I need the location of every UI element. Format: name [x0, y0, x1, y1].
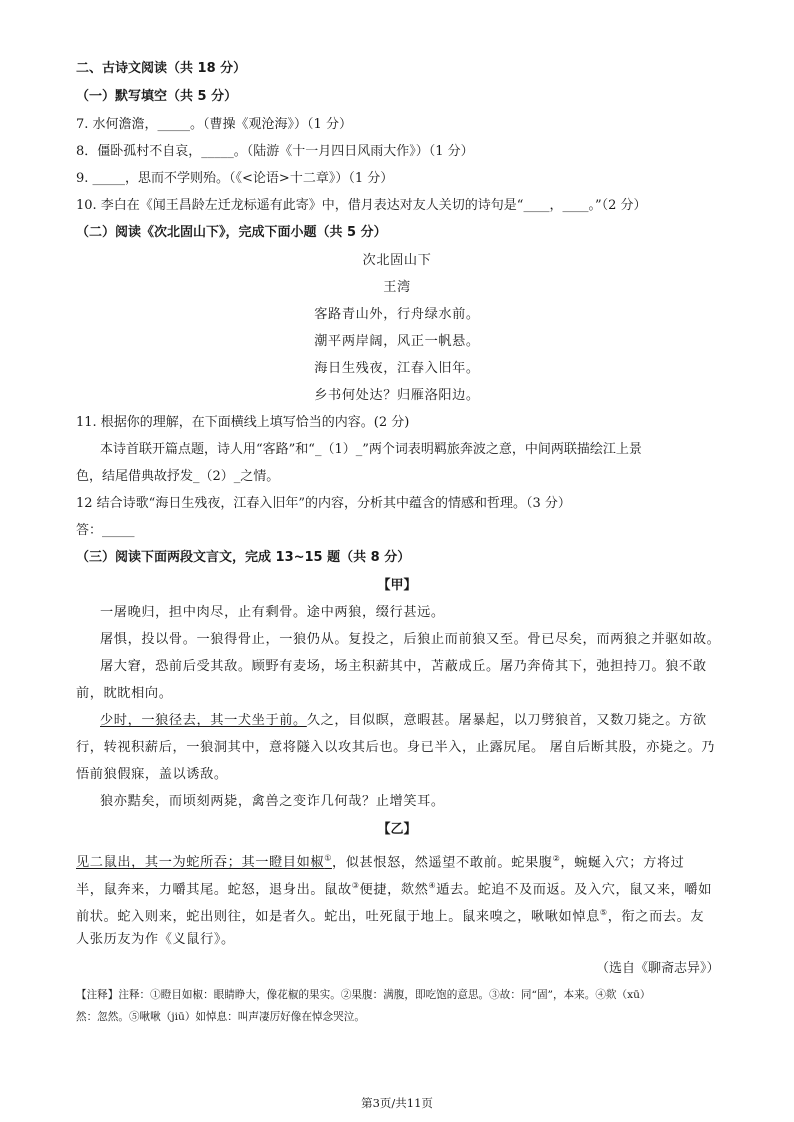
part1-title: （一）默写填空（共 5 分） — [76, 89, 238, 104]
question-7: 7. 水何澹澹，_____。（曹操《观沧海》）（1 分） — [76, 117, 352, 132]
passage-jia-text: 前，眈眈相向。 — [76, 686, 173, 701]
poem-line: 海日生残夜，江春入旧年。 — [314, 361, 480, 376]
passage-jia-text: 屠大窘，恐前后受其敌。顾野有麦场，场主积薪其中，苫蔽成丘。屠乃奔倚其下，弛担持刀。狼不敢 — [100, 659, 707, 674]
question-11-text: 色，结尾借典故抒发_（2）_之情。 — [76, 469, 280, 484]
passage-yi-text: 见二鼠出，其一为蛇所吞；其一瞪目如椒①，似甚恨怒，然遥望不敢前。蛇果腹②，蜿蜒入穴；方将过 — [76, 854, 685, 871]
question-8: 8．僵卧孤村不自哀，_____。（陆游《十一月四日风雨大作》）（1 分） — [76, 144, 474, 159]
annotation-note: 【注释】注释：①瞪目如椒：眼睛睁大，像花椒的果实。②果腹：满腹，即吃饱的意思。③故：同“固”，本来。④欻（xū） — [76, 989, 651, 1001]
part3-title: （三）阅读下面两段文言文，完成 13~15 题（共 8 分） — [76, 550, 411, 565]
question-9: 9. _____，思而不学则殆。（《<论语>十二章》）（1 分） — [76, 171, 394, 186]
passage-yi-text: 人张历友为作《义鼠行》。 — [76, 932, 235, 947]
poem-line: 乡书何处达？归雁洛阳边。 — [314, 388, 480, 403]
poem-line: 客路青山外，行舟绿水前。 — [314, 307, 480, 322]
passage-jia-text: 行，转视积薪后，一狼洞其中，意将隧入以攻其后也。身已半入，止露尻尾。 屠自后断其股，亦毙之。乃 — [76, 740, 716, 755]
question-10: 10. 李白在《闻王昌龄左迁龙标遥有此寄》中，借月表达对友人关切的诗句是“____，____。”（2 分） — [76, 198, 647, 213]
passage-jia-text: 狼亦黠矣，而顷刻两毙，禽兽之变诈几何哉？止增笑耳。 — [100, 794, 445, 809]
page-number: 第3页/共11页 — [361, 1096, 433, 1110]
section-title: 二、古诗文阅读（共 18 分） — [76, 61, 247, 76]
poem-author: 王湾 — [383, 280, 411, 295]
answer-line: 答：_____ — [76, 523, 135, 538]
question-11-text: 本诗首联开篇点题，诗人用“客路”和“_（1）_”两个词表明羁旅奔波之意，中间两联描绘江上景 — [100, 442, 642, 457]
passage-jia-text: 少时，一狼径去，其一犬坐于前。久之，目似瞑，意暇甚。屠暴起，以刀劈狼首，又数刀毙之。方欲 — [100, 713, 707, 728]
passage-yi-text: 半，鼠奔来，力嚼其尾。蛇怒，退身出。鼠故③便捷，欻然④遁去。蛇追不及而返。及入穴，鼠又来，嚼如 — [76, 881, 712, 898]
passage-jia-text: 一屠晚归，担中肉尽，止有剩骨。途中两狼，缀行甚远。 — [100, 605, 445, 620]
passage-yi-label: 【乙】 — [377, 822, 417, 837]
passage-jia-text: 屠惧，投以骨。一狼得骨止，一狼仍从。复投之，后狼止而前狼又至。骨已尽矣，而两狼之并驱如故。 — [100, 632, 721, 647]
underlined-sentence: 见二鼠出，其一为蛇所吞；其一瞪目如椒① — [76, 854, 332, 871]
underlined-sentence: 少时，一狼径去，其一犬坐于前。 — [100, 713, 307, 728]
passage-yi-text: 前状。蛇入则来，蛇出则往，如是者久。蛇出，吐死鼠于地上。鼠来嗅之，啾啾如悼息⑤，衔之而去。友 — [76, 908, 705, 925]
poem-title: 次北固山下 — [362, 253, 432, 268]
passage-jia-text: 悟前狼假寐，盖以诱敌。 — [76, 767, 228, 782]
question-11: 11. 根据你的理解，在下面横线上填写恰当的内容。(2 分) — [76, 415, 410, 430]
part2-title: （二）阅读《次北固山下》，完成下面小题（共 5 分） — [76, 225, 387, 240]
source-citation: （选自《聊斋志异》） — [596, 961, 720, 976]
poem-line: 潮平两岸阔，风正一帆悬。 — [314, 334, 480, 349]
passage-jia-label: 【甲】 — [377, 578, 417, 593]
question-12: 12 结合诗歌“海日生残夜，江春入旧年”的内容，分析其中蕴含的情感和哲理。（3 分） — [76, 496, 571, 511]
annotation-note: 然：忽然。⑤啾啾（jiū）如悼息：叫声凄厉好像在悼念哭泣。 — [76, 1011, 365, 1023]
